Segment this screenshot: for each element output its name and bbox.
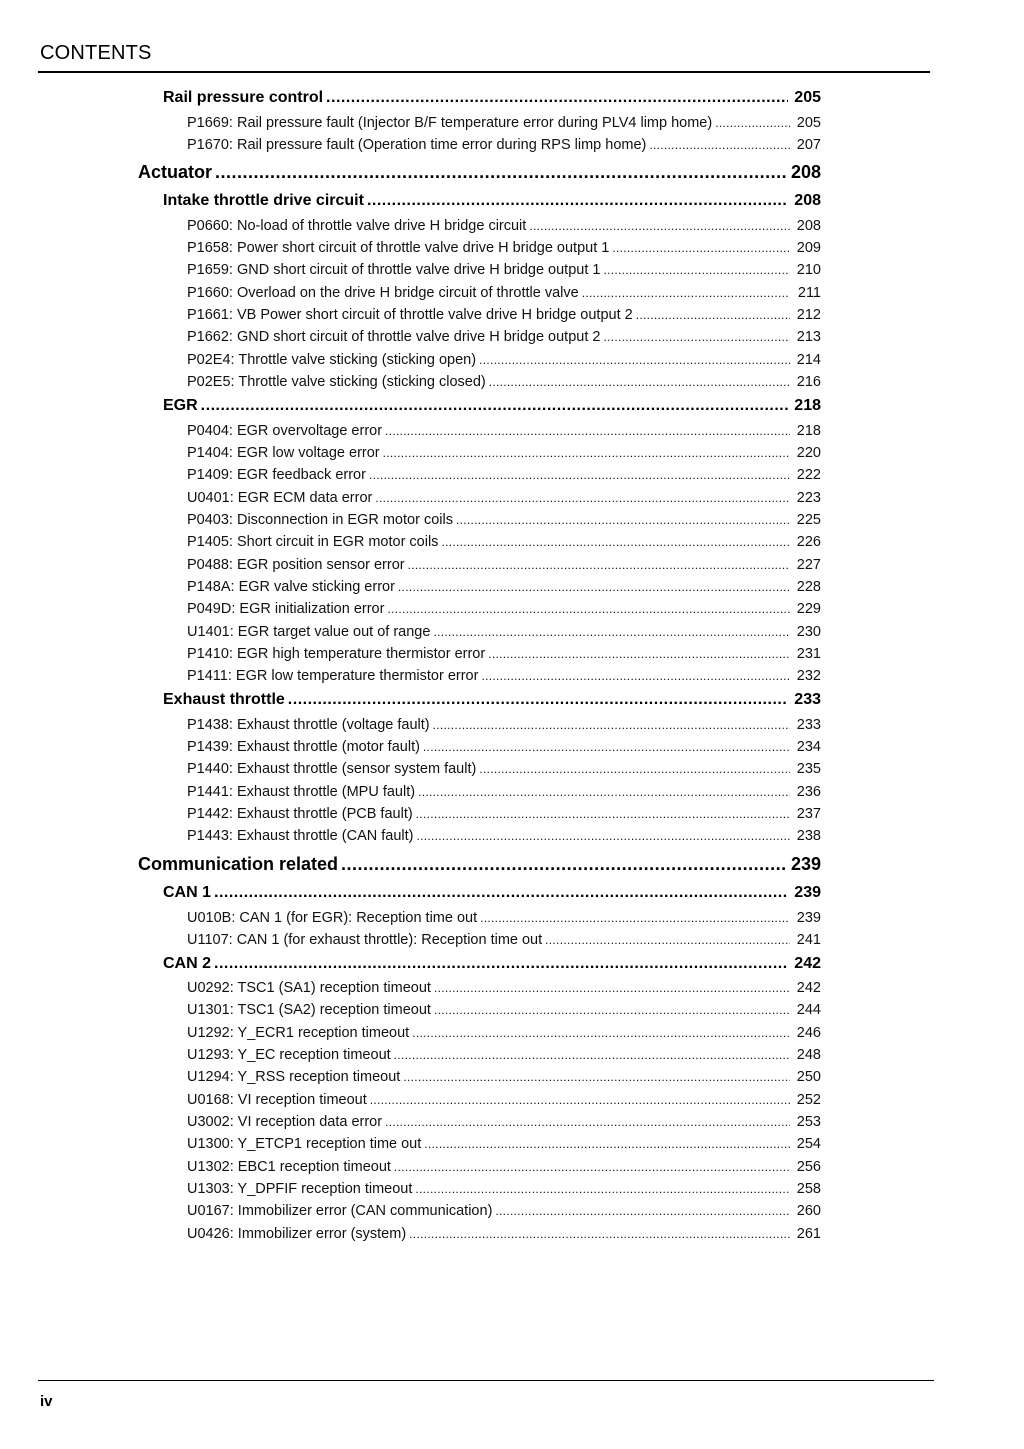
toc-entry-title: P1658: Power short circuit of throttle valve drive H bridge output 1	[187, 240, 610, 256]
toc-item-entry[interactable]	[187, 784, 821, 806]
toc-item-entry[interactable]	[187, 717, 821, 739]
toc-entry-title: U1300: Y_ETCP1 reception time out	[187, 1136, 422, 1152]
toc-item-entry[interactable]	[187, 932, 821, 954]
toc-entry-title: U1293: Y_EC reception timeout	[187, 1047, 391, 1063]
toc-entry-page-number: 218	[794, 397, 821, 414]
toc-entry-page-number: 260	[796, 1203, 821, 1219]
toc-section-entry[interactable]	[163, 884, 821, 906]
dot-leader	[441, 535, 790, 549]
toc-entry-page-number: 254	[796, 1136, 821, 1152]
toc-entry-title: U0401: EGR ECM data error	[187, 490, 373, 506]
dot-leader	[367, 192, 788, 210]
toc-entry-page-number: 223	[796, 490, 821, 506]
toc-item-entry[interactable]	[187, 490, 821, 512]
footer-page-number: iv	[40, 1393, 53, 1410]
toc-item-entry[interactable]	[187, 218, 821, 240]
toc-item-entry[interactable]	[187, 445, 821, 467]
toc-entry-title: P0404: EGR overvoltage error	[187, 423, 383, 439]
dot-leader	[423, 740, 790, 754]
dot-leader	[545, 933, 790, 947]
toc-item-entry[interactable]	[187, 1203, 821, 1225]
toc-entry-page-number: 252	[796, 1092, 821, 1108]
toc-entry-page-number: 230	[796, 624, 821, 640]
toc-item-entry[interactable]	[187, 1226, 821, 1248]
toc-item-entry[interactable]	[187, 761, 821, 783]
toc-item-entry[interactable]	[187, 646, 821, 668]
toc-item-entry[interactable]	[187, 1069, 821, 1091]
toc-entry-page-number: 244	[796, 1002, 821, 1018]
toc-item-entry[interactable]	[187, 668, 821, 690]
toc-entry-title: P02E5: Throttle valve sticking (sticking closed)	[187, 374, 486, 390]
toc-entry-page-number: 222	[796, 467, 821, 483]
toc-entry-title: Actuator	[138, 162, 213, 182]
toc-entry-page-number: 234	[796, 739, 821, 755]
dot-leader	[603, 263, 790, 277]
dot-leader	[433, 625, 790, 639]
toc-item-entry[interactable]	[187, 262, 821, 284]
toc-entry-title: U0168: VI reception timeout	[187, 1092, 367, 1108]
toc-entry-title: P1411: EGR low temperature thermistor error	[187, 668, 479, 684]
toc-entry-page-number: 253	[796, 1114, 821, 1130]
toc-entry-page-number: 233	[794, 691, 821, 708]
toc-entry-title: P1443: Exhaust throttle (CAN fault)	[187, 828, 414, 844]
dot-leader	[424, 1137, 790, 1151]
toc-item-entry[interactable]	[187, 115, 821, 137]
dot-leader	[480, 911, 790, 925]
dot-leader	[479, 762, 790, 776]
dot-leader	[495, 1204, 790, 1218]
dot-leader	[649, 138, 790, 152]
toc-entry-title: P02E4: Throttle valve sticking (sticking open)	[187, 352, 477, 368]
dot-leader	[416, 807, 790, 821]
toc-entry-page-number: 246	[796, 1025, 821, 1041]
toc-entry-page-number: 239	[796, 910, 821, 926]
toc-entry-page-number: 211	[797, 285, 821, 301]
toc-entry-title: P1669: Rail pressure fault (Injector B/F temperature error during PLV4 limp home)	[187, 115, 713, 131]
toc-section-entry[interactable]	[163, 691, 821, 713]
dot-leader	[415, 1182, 790, 1196]
toc-entry-page-number: 205	[796, 115, 821, 131]
toc-entry-page-number: 229	[796, 601, 821, 617]
toc-entry-page-number: 220	[796, 445, 821, 461]
dot-leader	[408, 558, 790, 572]
dot-leader	[416, 829, 790, 843]
toc-item-entry[interactable]	[187, 1114, 821, 1136]
toc-entry-page-number: 233	[796, 717, 821, 733]
toc-entry-title: P1661: VB Power short circuit of throttle valve drive H bridge output 2	[187, 307, 633, 323]
dot-leader	[636, 308, 790, 322]
dot-leader	[214, 955, 788, 973]
toc-entry-page-number: 205	[794, 89, 821, 106]
dot-leader	[385, 1115, 790, 1129]
toc-item-entry[interactable]	[187, 534, 821, 556]
toc-entry-page-number: 239	[790, 854, 821, 874]
toc-entry-page-number: 228	[796, 579, 821, 595]
dot-leader	[201, 397, 788, 415]
toc-entry-title: U0426: Immobilizer error (system)	[187, 1226, 407, 1242]
toc-item-entry[interactable]	[187, 806, 821, 828]
toc-entry-title: P0660: No-load of throttle valve drive H bridge circuit	[187, 218, 527, 234]
toc-entry-title: CAN 1	[163, 884, 212, 901]
toc-entry-page-number: 237	[796, 806, 821, 822]
footer-divider	[38, 1380, 934, 1381]
toc-item-entry[interactable]	[187, 624, 821, 646]
dot-leader	[383, 446, 790, 460]
toc-item-entry[interactable]	[187, 557, 821, 579]
dot-leader	[418, 785, 790, 799]
toc-entry-title: U010B: CAN 1 (for EGR): Reception time out	[187, 910, 478, 926]
toc-item-entry[interactable]	[187, 1136, 821, 1158]
toc-item-entry[interactable]	[187, 980, 821, 1002]
toc-entry-title: U0167: Immobilizer error (CAN communication)	[187, 1203, 493, 1219]
toc-entry-title: P1405: Short circuit in EGR motor coils	[187, 534, 439, 550]
dot-leader	[394, 1048, 790, 1062]
dot-leader	[375, 491, 790, 505]
dot-leader	[481, 669, 790, 683]
toc-item-entry[interactable]	[187, 601, 821, 623]
toc-entry-title: P1409: EGR feedback error	[187, 467, 366, 483]
toc-entry-page-number: 242	[796, 980, 821, 996]
toc-entry-page-number: 256	[796, 1159, 821, 1175]
toc-entry-page-number: 209	[796, 240, 821, 256]
toc-entry-page-number: 235	[796, 761, 821, 777]
toc-entry-title: U1301: TSC1 (SA2) reception timeout	[187, 1002, 431, 1018]
toc-entry-title: U1303: Y_DPFIF reception timeout	[187, 1181, 413, 1197]
toc-item-entry[interactable]	[187, 1092, 821, 1114]
toc-section-entry[interactable]	[163, 89, 821, 111]
toc-entry-page-number: 232	[796, 668, 821, 684]
toc-entry-title: Exhaust throttle	[163, 691, 285, 708]
toc-item-entry[interactable]	[187, 1181, 821, 1203]
toc-entry-title: P1659: GND short circuit of throttle valve drive H bridge output 1	[187, 262, 601, 278]
toc-item-entry[interactable]	[187, 739, 821, 761]
header-divider	[38, 71, 930, 73]
dot-leader	[412, 1026, 790, 1040]
toc-entry-title: P1670: Rail pressure fault (Operation time error during RPS limp home)	[187, 137, 647, 153]
toc-entry-title: U1292: Y_ECR1 reception timeout	[187, 1025, 410, 1041]
toc-entry-page-number: 239	[794, 884, 821, 901]
toc-item-entry[interactable]	[187, 423, 821, 445]
toc-entry-page-number: 236	[796, 784, 821, 800]
toc-entry-title: Rail pressure control	[163, 89, 324, 106]
toc-entry-title: U0292: TSC1 (SA1) reception timeout	[187, 980, 431, 996]
dot-leader	[433, 718, 790, 732]
toc-entry-title: P049D: EGR initialization error	[187, 601, 385, 617]
toc-item-entry[interactable]	[187, 1025, 821, 1047]
toc-entry-title: Intake throttle drive circuit	[163, 192, 364, 209]
dot-leader	[214, 884, 788, 902]
toc-entry-page-number: 225	[796, 512, 821, 528]
toc-item-entry[interactable]	[187, 374, 821, 396]
toc-entry-title: P1660: Overload on the drive H bridge circuit of throttle valve	[187, 285, 579, 301]
toc-entry-title: P1441: Exhaust throttle (MPU fault)	[187, 784, 416, 800]
toc-entry-title: U1302: EBC1 reception timeout	[187, 1159, 391, 1175]
dot-leader	[403, 1070, 790, 1084]
toc-item-entry[interactable]	[187, 579, 821, 601]
toc-entry-title: P1439: Exhaust throttle (motor fault)	[187, 739, 420, 755]
toc-entry-page-number: 238	[796, 828, 821, 844]
toc-entry-page-number: 208	[794, 192, 821, 209]
toc-entry-page-number: 208	[790, 162, 821, 182]
toc-item-entry[interactable]	[187, 285, 821, 307]
toc-entry-page-number: 207	[796, 137, 821, 153]
dot-leader	[370, 1093, 790, 1107]
toc-entry-title: P1442: Exhaust throttle (PCB fault)	[187, 806, 413, 822]
toc-item-entry[interactable]	[187, 467, 821, 489]
toc-section-entry[interactable]	[163, 397, 821, 419]
toc-section-entry[interactable]	[163, 192, 821, 214]
toc-entry-title: P0403: Disconnection in EGR motor coils	[187, 512, 453, 528]
toc-entry-page-number: 212	[796, 307, 821, 323]
dot-leader	[288, 691, 788, 709]
toc-entry-title: P1410: EGR high temperature thermistor error	[187, 646, 486, 662]
toc-item-entry[interactable]	[187, 352, 821, 374]
toc-chapter-entry[interactable]	[138, 854, 821, 876]
toc-item-entry[interactable]	[187, 1002, 821, 1024]
toc-entry-page-number: 231	[796, 646, 821, 662]
dot-leader	[434, 981, 790, 995]
toc-item-entry[interactable]	[187, 828, 821, 850]
dot-leader	[409, 1227, 790, 1241]
dot-leader	[215, 162, 786, 183]
toc-entry-page-number: 214	[796, 352, 821, 368]
toc-item-entry[interactable]	[187, 512, 821, 534]
toc-entry-title: CAN 2	[163, 955, 212, 972]
toc-entry-title: U3002: VI reception data error	[187, 1114, 383, 1130]
dot-leader	[715, 116, 790, 130]
toc-entry-page-number: 241	[796, 932, 821, 948]
toc-item-entry[interactable]	[187, 1159, 821, 1181]
dot-leader	[612, 241, 790, 255]
toc-entry-title: P148A: EGR valve sticking error	[187, 579, 395, 595]
dot-leader	[488, 647, 790, 661]
toc-item-entry[interactable]	[187, 329, 821, 351]
toc-entry-page-number: 226	[796, 534, 821, 550]
dot-leader	[479, 353, 790, 367]
toc-item-entry[interactable]	[187, 137, 821, 159]
toc-item-entry[interactable]	[187, 910, 821, 932]
toc-entry-page-number: 248	[796, 1047, 821, 1063]
toc-entry-title: U1401: EGR target value out of range	[187, 624, 431, 640]
toc-entry-page-number: 213	[796, 329, 821, 345]
toc-entry-page-number: 258	[796, 1181, 821, 1197]
toc-entry-title: P1440: Exhaust throttle (sensor system fault)	[187, 761, 477, 777]
dot-leader	[489, 375, 790, 389]
toc-entry-title: Communication related	[138, 854, 339, 874]
toc-entry-page-number: 210	[796, 262, 821, 278]
dot-leader	[434, 1003, 790, 1017]
dot-leader	[385, 424, 790, 438]
dot-leader	[603, 330, 790, 344]
dot-leader	[529, 219, 790, 233]
toc-item-entry[interactable]	[187, 307, 821, 329]
dot-leader	[582, 286, 790, 300]
toc-entry-title: EGR	[163, 397, 198, 414]
toc-entry-title: P1404: EGR low voltage error	[187, 445, 380, 461]
toc-item-entry[interactable]	[187, 1047, 821, 1069]
page-header-title: CONTENTS	[40, 42, 152, 64]
toc-entry-title: P0488: EGR position sensor error	[187, 557, 405, 573]
dot-leader	[387, 602, 790, 616]
toc-entry-page-number: 227	[796, 557, 821, 573]
toc-entry-page-number: 261	[796, 1226, 821, 1242]
toc-entry-page-number: 218	[796, 423, 821, 439]
toc-section-entry[interactable]	[163, 955, 821, 977]
toc-item-entry[interactable]	[187, 240, 821, 262]
dot-leader	[341, 854, 786, 875]
toc-entry-title: P1438: Exhaust throttle (voltage fault)	[187, 717, 430, 733]
toc-entry-title: P1662: GND short circuit of throttle valve drive H bridge output 2	[187, 329, 601, 345]
toc-chapter-entry[interactable]	[138, 162, 821, 184]
toc-entry-page-number: 216	[796, 374, 821, 390]
dot-leader	[398, 580, 790, 594]
dot-leader	[326, 89, 788, 107]
toc-entry-title: U1294: Y_RSS reception timeout	[187, 1069, 401, 1085]
toc-entry-title: U1107: CAN 1 (for exhaust throttle): Reception time out	[187, 932, 543, 948]
toc-entry-page-number: 250	[796, 1069, 821, 1085]
toc-entry-page-number: 242	[794, 955, 821, 972]
dot-leader	[369, 468, 790, 482]
dot-leader	[394, 1160, 790, 1174]
toc-entry-page-number: 208	[796, 218, 821, 234]
dot-leader	[456, 513, 790, 527]
